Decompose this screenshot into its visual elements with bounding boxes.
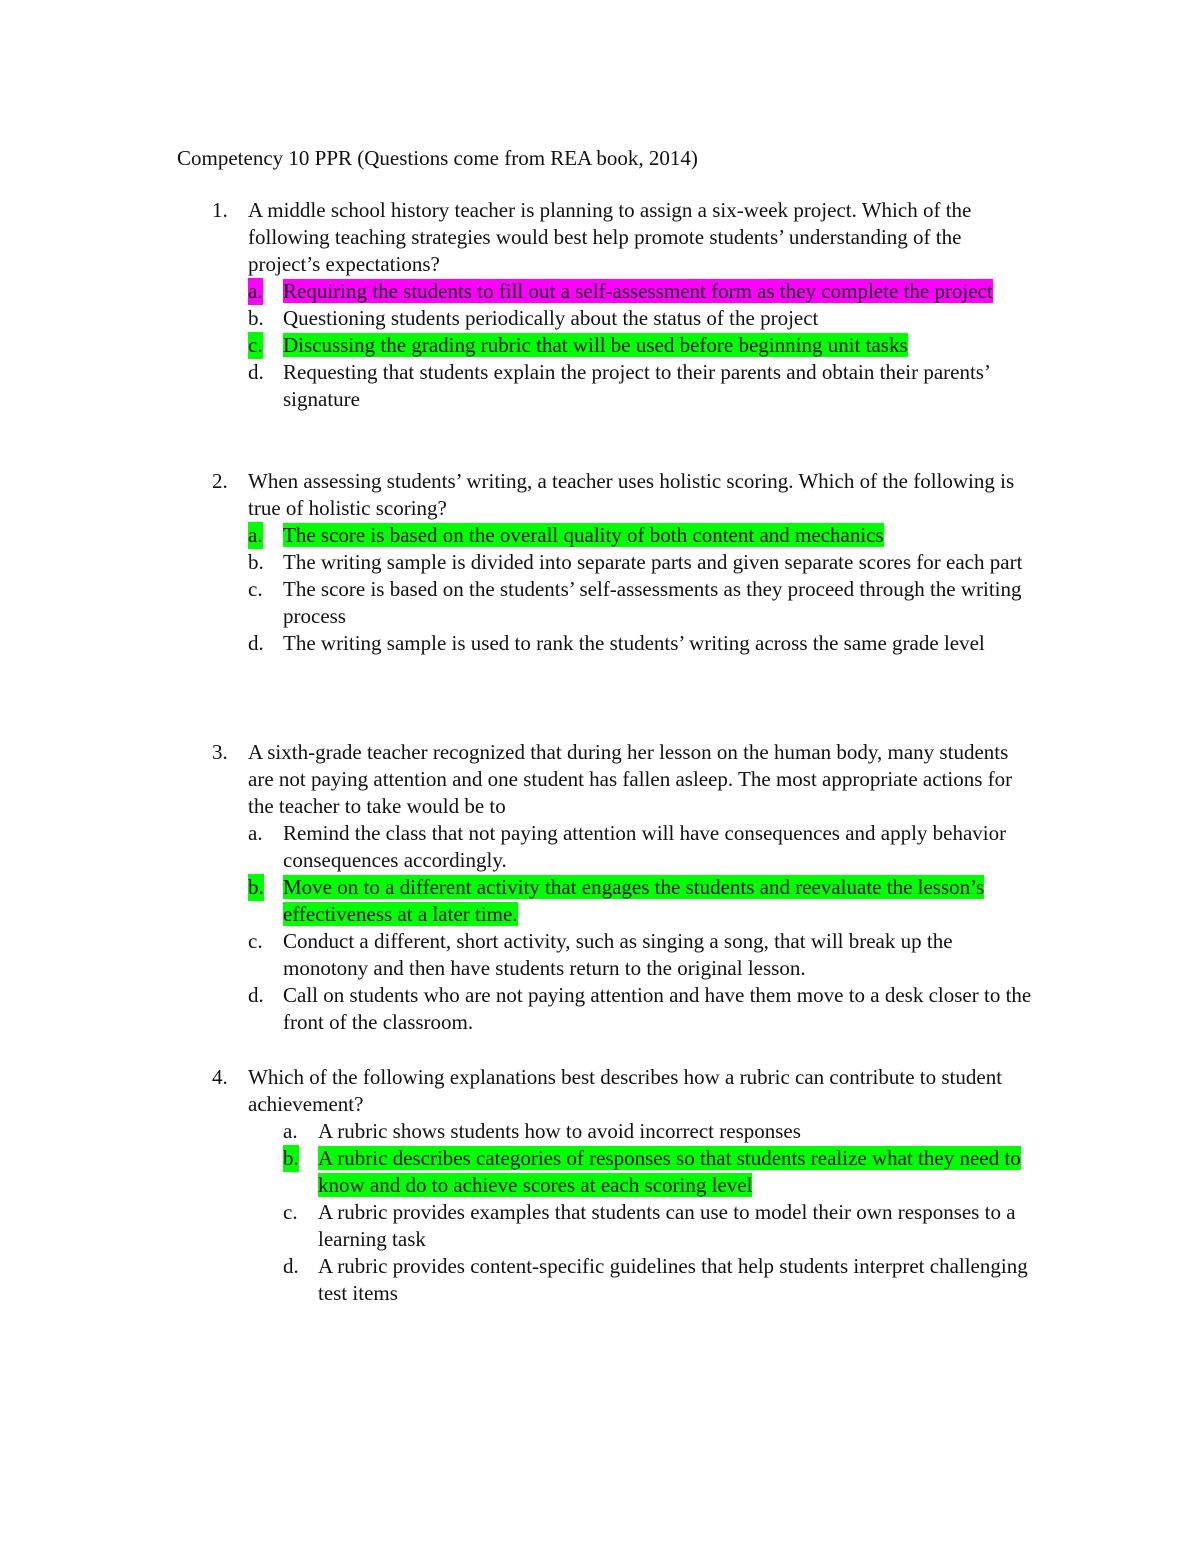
option-text: Move on to a different activity that engages the students and reevaluate the lesson’s effectiveness at a later time. [283, 875, 985, 926]
option-letter: c. [248, 577, 263, 601]
option-letter: b. [283, 1146, 299, 1170]
answer-option-a [248, 820, 1038, 874]
option-text: A rubric provides content-specific guidelines that help students interpret challenging test items [318, 1254, 1028, 1305]
option-text: Call on students who are not paying attention and have them move to a desk closer to the front of the classroom. [283, 983, 1032, 1034]
question-number: 2. [212, 469, 228, 493]
question-text: A middle school history teacher is planning to assign a six-week project. Which of the following teaching strategies would best help promote students’ understanding of the project’s expectations? [248, 198, 972, 276]
answer-option-a [248, 278, 1038, 305]
option-letter: b. [248, 550, 264, 574]
answer-option-d [283, 1253, 1038, 1307]
question-text: When assessing students’ writing, a teacher uses holistic scoring. Which of the following is true of holistic scoring? [248, 469, 1015, 520]
option-letter: c. [248, 929, 263, 953]
answer-option-d [248, 630, 1038, 657]
option-letter: b. [248, 306, 264, 330]
option-letter: c. [248, 333, 263, 357]
option-text: The writing sample is divided into separate parts and given separate scores for each part [283, 550, 1023, 574]
option-text: Requesting that students explain the project to their parents and obtain their parents’ signature [283, 360, 990, 411]
question-3 [200, 739, 1040, 1036]
option-text: Conduct a different, short activity, such as singing a song, that will break up the monotony and then have students return to the original lesson. [283, 929, 953, 980]
answer-option-b [283, 1145, 1038, 1199]
option-letter: a. [248, 523, 263, 547]
answer-option-d [248, 359, 1038, 413]
option-text: The score is based on the overall quality of both content and mechanics [283, 523, 884, 547]
question-number: 1. [212, 198, 228, 222]
answer-options [200, 1118, 1040, 1307]
option-letter: b. [248, 875, 264, 899]
answer-options [200, 278, 1040, 413]
option-text: A rubric provides examples that students can use to model their own responses to a learning task [318, 1200, 1016, 1251]
answer-option-a [283, 1118, 1038, 1145]
option-text: The writing sample is used to rank the students’ writing across the same grade level [283, 631, 985, 655]
option-text: Questioning students periodically about the status of the project [283, 306, 819, 330]
answer-option-a [248, 522, 1038, 549]
option-letter: d. [283, 1254, 299, 1278]
answer-option-b [248, 549, 1038, 576]
option-text: A rubric shows students how to avoid incorrect responses [318, 1119, 801, 1143]
option-letter: a. [283, 1119, 298, 1143]
question-text: Which of the following explanations best describes how a rubric can contribute to student achievement? [248, 1065, 1003, 1116]
option-letter: a. [248, 279, 263, 303]
option-text: The score is based on the students’ self-assessments as they proceed through the writing process [283, 577, 1022, 628]
answer-option-c [248, 576, 1038, 630]
answer-option-b [248, 305, 1038, 332]
question-2 [200, 468, 1040, 657]
option-letter: d. [248, 360, 264, 384]
answer-option-c [283, 1199, 1038, 1253]
option-text: A rubric describes categories of responses so that students realize what they need to know and do to achieve scores at each scoring level [318, 1146, 1021, 1197]
option-text: Remind the class that not paying attention will have consequences and apply behavior consequences accordingly. [283, 821, 1007, 872]
question-text: A sixth-grade teacher recognized that during her lesson on the human body, many students are not paying attention and one student has fallen asleep. The most appropriate actions for the teacher to take would be to [248, 740, 1013, 818]
question-number: 3. [212, 740, 228, 764]
option-letter: d. [248, 983, 264, 1007]
answer-option-c [248, 332, 1038, 359]
answer-option-d [248, 982, 1038, 1036]
option-letter: c. [283, 1200, 298, 1224]
question-number: 4. [212, 1065, 228, 1089]
document-title: Competency 10 PPR (Questions come from REA book, 2014) [177, 146, 698, 170]
answer-options [200, 522, 1040, 657]
question-4 [200, 1064, 1040, 1307]
question-1 [200, 197, 1040, 413]
option-letter: a. [248, 821, 263, 845]
option-text: Discussing the grading rubric that will be used before beginning unit tasks [283, 333, 908, 357]
answer-option-b [248, 874, 1038, 928]
answer-options [200, 820, 1040, 1036]
answer-option-c [248, 928, 1038, 982]
option-letter: d. [248, 631, 264, 655]
option-text: Requiring the students to fill out a self-assessment form as they complete the project [283, 279, 993, 303]
